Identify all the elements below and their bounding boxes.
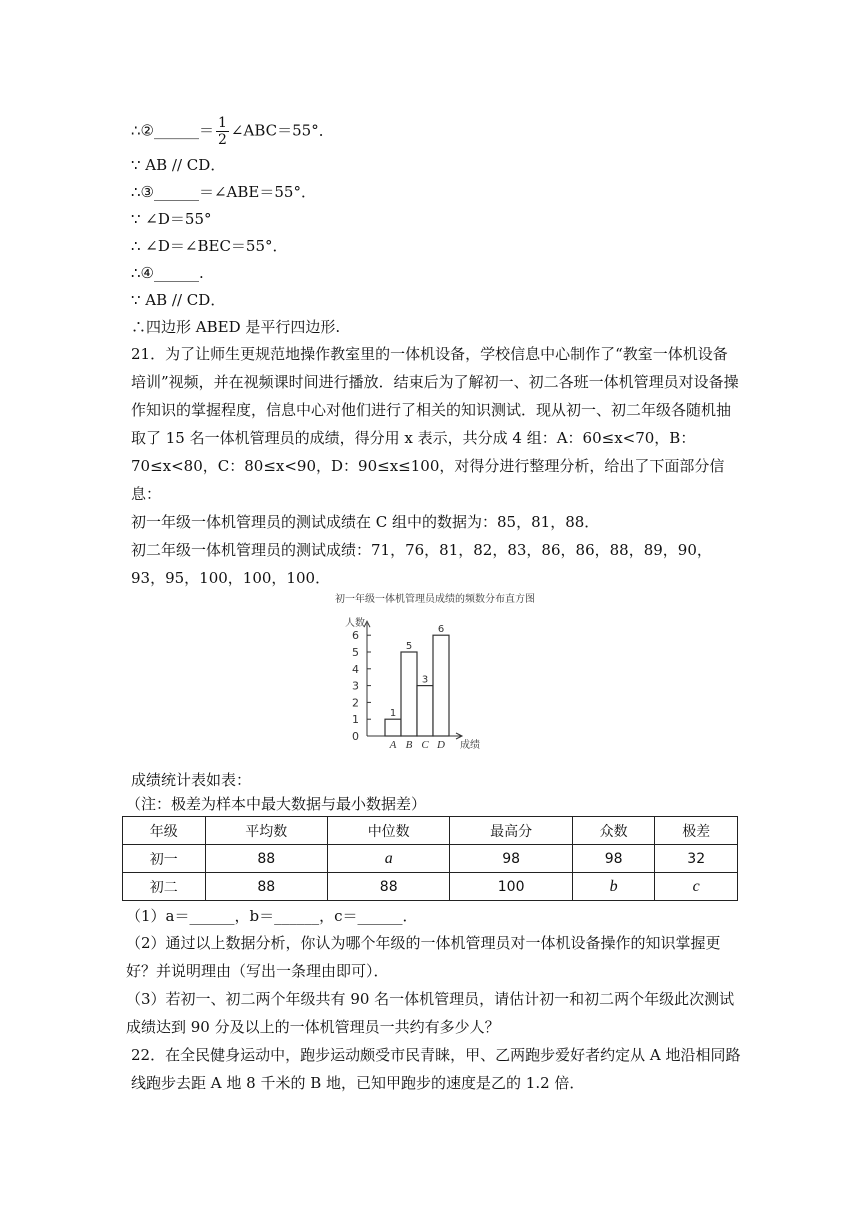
y-tick-label: 5 — [352, 646, 359, 659]
x-tick-label: B — [405, 739, 413, 751]
table-cell: 初一 — [123, 845, 206, 873]
table-row — [123, 845, 738, 873]
y-tick-label: 4 — [352, 662, 359, 676]
proof-line-2: ∵ AB // CD． — [131, 156, 226, 174]
y-tick-label: 0 — [352, 730, 359, 743]
table-cell: 32 — [655, 845, 738, 873]
histogram-chart — [305, 590, 565, 755]
table-cell: 88 — [205, 845, 327, 873]
header-cell: 最高分 — [450, 817, 572, 845]
table-cell: 100 — [450, 873, 572, 901]
proof-line-4: ∵ ∠D＝55° — [131, 210, 212, 228]
histogram-bar — [417, 686, 433, 736]
q22-text: 22．在全民健身运动中，跑步运动颇受市民青睐，甲、乙两跑步爱好者约定从 A 地沿相同路线跑步去距 A 地 8 千米的 B 地，已知甲跑步的速度是乙的 1.2 倍． — [131, 1046, 741, 1092]
proof-line-5: ∴ ∠D＝∠BEC＝55°． — [131, 237, 288, 255]
q21-intro: 21．为了让师生更规范地操作教室里的一体机设备，学校信息中心制作了“教室一体机设备培训”视频，并在视频课时间进行播放．结束后为了解初一、初二各班一体机管理员对设备操作知识的掌握程度，信息中心对他们进行了相关的知识测试．现从初一、初二年级各随机抽取了 15 名一体机管理员的成绩，得分用 x 表示，共分成 4 组：A：60≤x<70，B：70≤x<80，C：80≤x<90，D：90≤x≤100，对得分进行整理分析，给出了下面部分信息： — [131, 345, 739, 503]
y-tick-label: 2 — [352, 696, 359, 710]
header-cell: 极差 — [655, 817, 738, 845]
header-cell: 众数 — [572, 817, 655, 845]
table-note: （注：极差为样本中最大数据与最小数据差） — [126, 795, 427, 813]
histogram-bar — [401, 652, 417, 736]
table-row — [123, 873, 738, 901]
chart-title: 初一年级一体机管理员成绩的频数分布直方图 — [335, 594, 535, 605]
proof-line-7: ∵ AB // CD． — [131, 291, 226, 309]
x-tick-label: D — [437, 739, 445, 751]
header-cell: 平均数 — [205, 817, 327, 845]
table-cell: 88 — [205, 873, 327, 901]
header-cell: 年级 — [123, 817, 206, 845]
q21-sub3: （3）若初一、初二两个年级共有 90 名一体机管理员，请估计初一和初二两个年级此次测试成绩达到 90 分及以上的一体机管理员一共约有多少人？ — [126, 990, 735, 1036]
table-cell: c — [655, 873, 738, 901]
bar-data-label: 6 — [437, 624, 445, 636]
table-cell: 98 — [450, 845, 572, 873]
table-cell: a — [327, 845, 449, 873]
header-cell: 中位数 — [327, 817, 449, 845]
table-caption: 成绩统计表如表： — [131, 771, 252, 789]
table-cell: 98 — [572, 845, 655, 873]
q21-sub2: （2）通过以上数据分析，你认为哪个年级的一体机管理员对一体机设备操作的知识掌握更好？并说明理由（写出一条理由即可）． — [126, 934, 721, 980]
proof-text: ∠ABC＝55°． — [230, 121, 334, 140]
table-cell: 初二 — [123, 873, 206, 901]
x-tick-label: C — [421, 739, 429, 751]
y-tick-label: 6 — [352, 629, 359, 643]
proof-line-6: ∴④______. — [131, 264, 204, 282]
x-axis-label: 成绩 — [460, 740, 480, 751]
table-cell: 88 — [327, 873, 449, 901]
fraction: $\frac{1}{2}$ — [218, 115, 227, 148]
table-cell: b — [572, 873, 655, 901]
proof-text: ∴②______＝ — [131, 121, 214, 140]
q21-grade2-scores: 初二年级一体机管理员的测试成绩：71，76，81，82，83，86，86，88，89，90，93，95，100，100，100． — [131, 541, 712, 587]
proof-line-8: ∴四边形 ABED 是平行四边形. — [131, 318, 341, 336]
stats-table — [122, 816, 738, 901]
table-header-row — [123, 817, 738, 845]
histogram-bar — [433, 635, 449, 736]
bar-data-label: 1 — [389, 708, 397, 720]
proof-line-1 — [131, 115, 334, 148]
x-tick-label: A — [389, 739, 397, 751]
y-tick-label: 1 — [352, 713, 359, 727]
bar-data-label: 3 — [421, 674, 429, 686]
proof-line-3: ∴③______＝∠ABE＝55°． — [131, 183, 316, 201]
bar-data-label: 5 — [405, 641, 413, 652]
q21-sub1: （1）a＝______，b＝______，c＝______． — [126, 907, 418, 925]
q21-grade1-c-data: 初一年级一体机管理员的测试成绩在 C 组中的数据为：85，81，88． — [131, 513, 600, 531]
histogram-bar — [385, 719, 401, 736]
y-axis-label: 人数 — [345, 618, 365, 629]
y-tick-label: 3 — [352, 679, 359, 693]
